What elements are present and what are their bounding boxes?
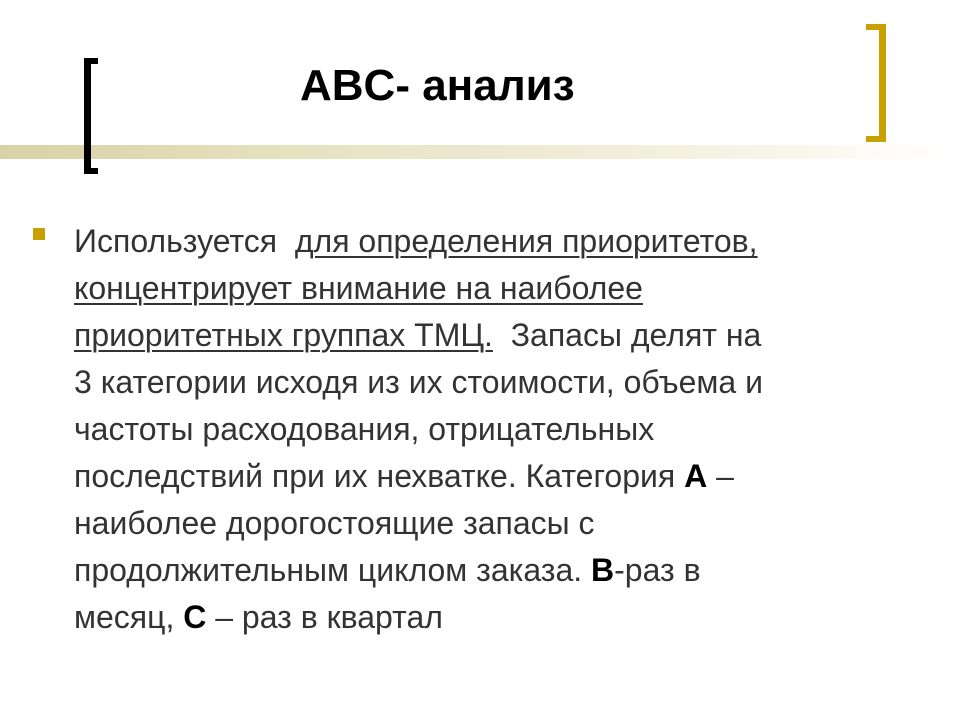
bold-text: В (591, 552, 615, 588)
bold-text: С (183, 599, 207, 635)
square-bullet-icon (33, 228, 45, 240)
text-run: наиболее дорогостоящие запасы с (74, 505, 595, 541)
paragraph-line (74, 594, 894, 641)
paragraph-line (74, 218, 894, 265)
slide-title: ABC- анализ (300, 61, 575, 110)
text-run: -раз в (614, 552, 701, 588)
text-run: 3 категории исходя из их стоимости, объема и (74, 364, 763, 400)
paragraph-line (74, 406, 894, 453)
text-run: – (707, 458, 734, 494)
text-run: месяц, (74, 599, 184, 635)
right-bracket-decoration (866, 24, 886, 142)
text-run: последствий при их нехватке. Категория (74, 458, 685, 494)
text-run: продолжительным циклом заказа. (74, 552, 592, 588)
text-run: частоты расходования, отрицательных (74, 411, 655, 447)
paragraph-line (74, 547, 894, 594)
underlined-text: концентрирует внимание на наиболее (74, 270, 643, 306)
paragraph-line (74, 312, 894, 359)
text-run: Используется (74, 223, 295, 259)
underlined-text: для определения приоритетов, (294, 223, 758, 259)
underlined-text: приоритетных группах ТМЦ. (74, 317, 493, 353)
text-run: Запасы делят на (492, 317, 762, 353)
bullet-paragraph (74, 218, 894, 641)
text-run: – раз в квартал (206, 599, 443, 635)
left-bracket-decoration (84, 58, 98, 174)
title-underline-bar (0, 145, 960, 159)
paragraph-line (74, 359, 894, 406)
bold-text: А (684, 458, 708, 494)
paragraph-line (74, 500, 894, 547)
paragraph-line (74, 265, 894, 312)
paragraph-line (74, 453, 894, 500)
